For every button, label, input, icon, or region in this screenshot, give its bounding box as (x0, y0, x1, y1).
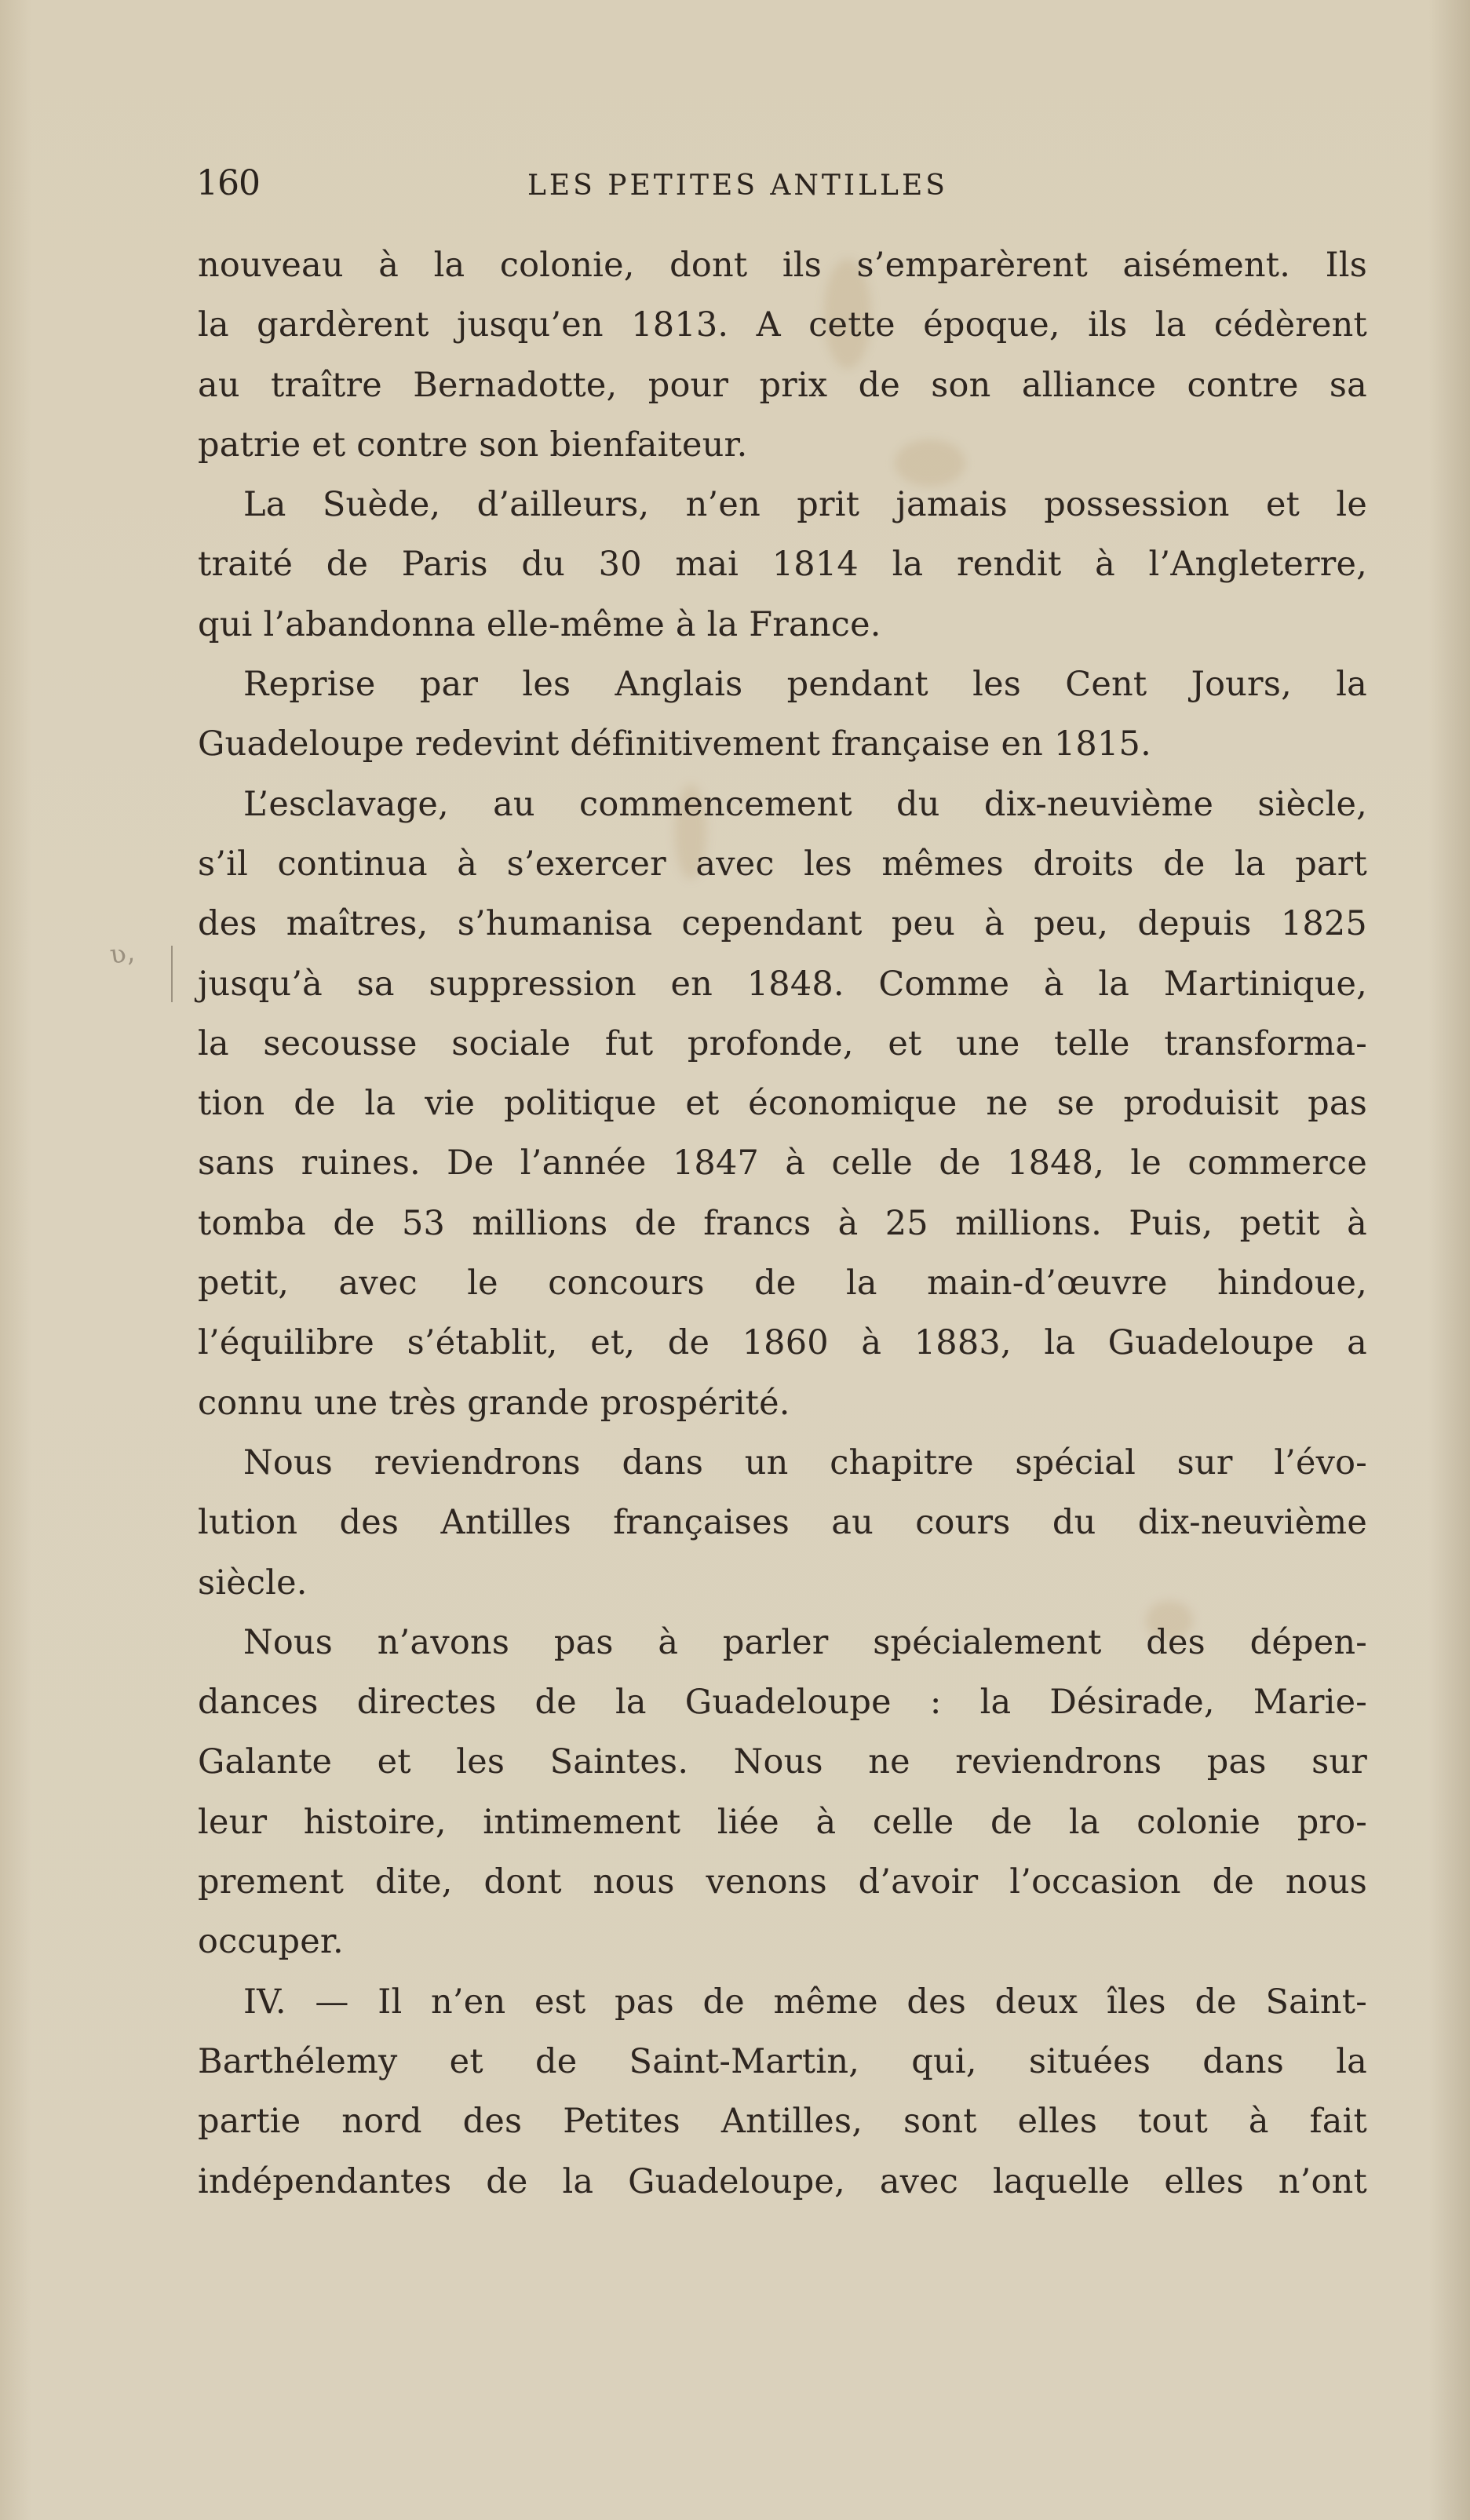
text-line: lution des Antilles françaises au cours du dix-neuvième (198, 1503, 1367, 1543)
paragraph (198, 1972, 1367, 2212)
text-line: tion de la vie politique et économique ne se produisit pas (198, 1084, 1367, 1124)
text-line: Guadeloupe redevint définitivement française en 1815. (198, 724, 1151, 764)
text-line: Galante et les Saintes. Nous ne reviendrons pas sur (198, 1742, 1367, 1782)
paragraph (198, 655, 1367, 775)
text-line: petit, avec le concours de la main-d’œuvre hindoue, (198, 1264, 1367, 1304)
margin-mark (171, 946, 173, 1002)
paragraph (198, 475, 1367, 655)
body-text (198, 235, 1367, 2212)
text-line: IV. — Il n’en est pas de même des deux îles de Saint- (243, 1982, 1367, 2022)
paragraph (198, 1433, 1367, 1613)
margin-annotation: ʋ, (108, 936, 137, 971)
text-line: occuper. (198, 1922, 344, 1962)
text-line: l’équilibre s’établit, et, de 1860 à 1883, la Guadeloupe a (198, 1323, 1367, 1363)
text-line: nouveau à la colonie, dont ils s’emparèrent aisément. Ils (198, 246, 1367, 285)
page-header (0, 163, 1470, 218)
paragraph (198, 1613, 1367, 1972)
text-line: L’esclavage, au commencement du dix-neuvième siècle, (243, 784, 1367, 824)
text-line: connu une très grande prospérité. (198, 1383, 790, 1423)
text-line: prement dite, dont nous venons d’avoir l’occasion de nous (198, 1862, 1367, 1902)
text-line: patrie et contre son bienfaiteur. (198, 425, 748, 465)
paragraph (198, 775, 1367, 1433)
text-line: s’il continua à s’exercer avec les mêmes droits de la part (198, 844, 1367, 884)
text-line: traité de Paris du 30 mai 1814 la rendit à l’Angleterre, (198, 545, 1367, 585)
text-line: jusqu’à sa suppression en 1848. Comme à la Martinique, (198, 964, 1367, 1004)
text-line: Nous reviendrons dans un chapitre spécial sur l’évo- (243, 1442, 1367, 1482)
page-number: 160 (196, 163, 260, 203)
text-line: La Suède, d’ailleurs, n’en prit jamais possession et le (243, 485, 1367, 525)
text-line: siècle. (198, 1563, 308, 1603)
text-line: Nous n’avons pas à parler spécialement des dépen- (243, 1622, 1367, 1662)
text-line: Reprise par les Anglais pendant les Cent Jours, la (243, 665, 1367, 705)
text-line: sans ruines. De l’année 1847 à celle de 1848, le commerce (198, 1143, 1367, 1183)
text-line: tomba de 53 millions de francs à 25 millions. Puis, petit à (198, 1203, 1367, 1243)
text-line: partie nord des Petites Antilles, sont elles tout à fait (198, 2102, 1367, 2142)
text-line: Barthélemy et de Saint-Martin, qui, situées dans la (198, 2041, 1367, 2081)
running-title: LES PETITES ANTILLES (527, 170, 948, 202)
text-line: indépendantes de la Guadeloupe, avec laquelle elles n’ont (198, 2161, 1367, 2201)
text-line: qui l’abandonna elle-même à la France. (198, 604, 881, 644)
text-line: des maîtres, s’humanisa cependant peu à peu, depuis 1825 (198, 904, 1367, 944)
paragraph (198, 235, 1367, 475)
text-line: leur histoire, intimement liée à celle de la colonie pro- (198, 1802, 1367, 1842)
text-line: au traître Bernadotte, pour prix de son alliance contre sa (198, 365, 1367, 405)
text-line: la secousse sociale fut profonde, et une telle transforma- (198, 1023, 1367, 1063)
text-line: la gardèrent jusqu’en 1813. A cette époque, ils la cédèrent (198, 305, 1367, 345)
text-line: dances directes de la Guadeloupe : la Désirade, Marie- (198, 1683, 1367, 1723)
